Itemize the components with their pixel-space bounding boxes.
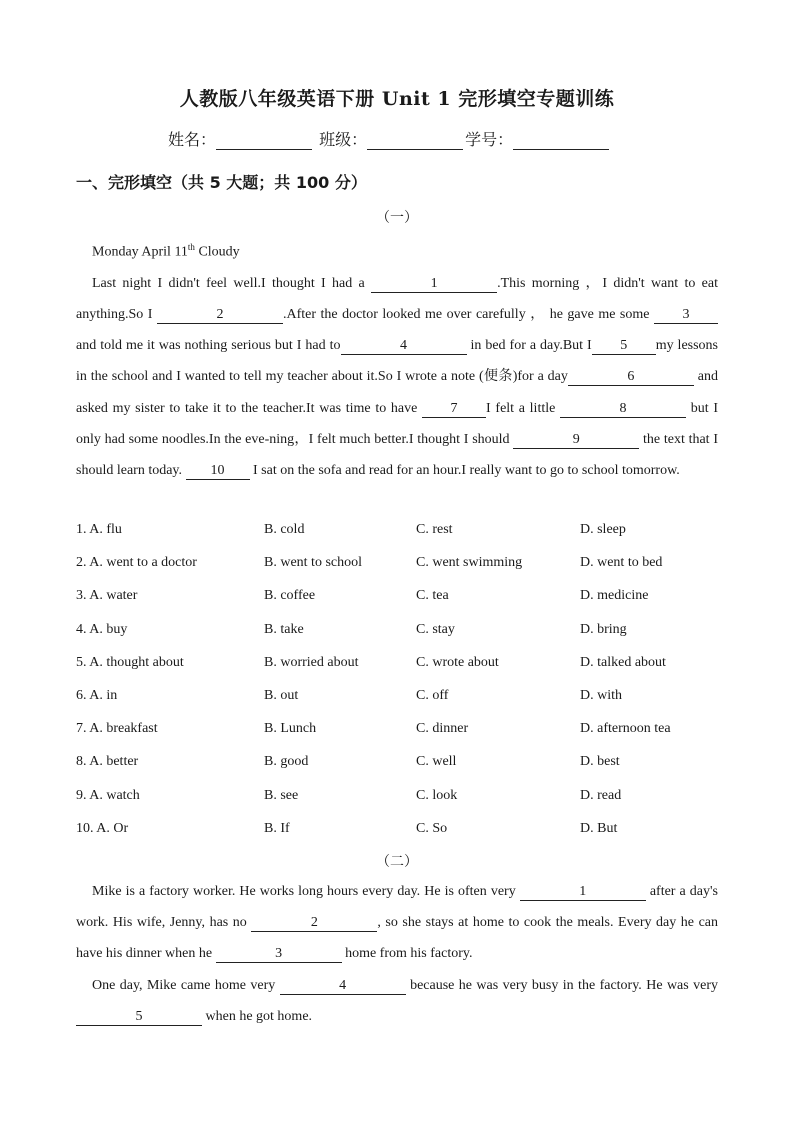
option-b[interactable]: B. worried about [264, 654, 359, 670]
blank-10[interactable]: 10 [186, 463, 250, 480]
class-label: 班级： [319, 130, 368, 149]
option-row [76, 780, 736, 813]
option-row [76, 614, 736, 647]
id-blank[interactable] [513, 131, 609, 150]
option-d[interactable]: D. read [580, 787, 622, 803]
option-row [76, 713, 736, 746]
option-row [76, 813, 736, 846]
blank-2-1[interactable]: 1 [520, 884, 646, 901]
student-info-line [168, 127, 611, 150]
passage-two [76, 876, 718, 1032]
option-d[interactable]: D. afternoon tea [580, 721, 671, 737]
option-c[interactable]: C. off [416, 687, 449, 703]
blank-4[interactable]: 4 [341, 338, 467, 355]
section-heading: 一、完形填空（共 5 大题；共 100 分） [76, 173, 367, 192]
option-a[interactable]: 6. A. in [76, 687, 118, 703]
option-row [76, 514, 736, 547]
class-blank[interactable] [367, 131, 463, 150]
option-row [76, 547, 736, 580]
passage-one-body: Last night I didn't feel well.I thought I had a 1 .This morning ，I didn't want to eat anything.So I 2 .After the doctor looked me over carefully ， he gave me some 3 and told me it was nothing serious but I had to 4 in bed for a day.But I 5 my lessons in the school and I wanted to tell my teacher about it.So I wrote a note (便条)for a day 6 and asked my sister to take it to the teacher.It was time to have 7 I felt a little 8 but I only had some noodles.In the eve-ning，I felt much better.I thought I should 9 the text that I should learn today. 10 I sat on the sofa and read for an hour.I really want to go to school tomorrow. [76, 275, 718, 479]
option-c[interactable]: C. So [416, 820, 448, 836]
page-title: 人教版八年级英语下册 Unit 1 完形填空专题训练 [179, 88, 615, 110]
option-a[interactable]: 7. A. breakfast [76, 721, 158, 737]
option-row [76, 680, 736, 713]
option-row [76, 580, 736, 613]
name-label: 姓名： [168, 130, 217, 149]
blank-9[interactable]: 9 [513, 432, 639, 449]
id-label: 学号： [465, 130, 514, 149]
blank-2-3[interactable]: 3 [216, 946, 342, 963]
option-a[interactable]: 2. A. went to a doctor [76, 555, 197, 571]
part-one-label: （一） [376, 210, 418, 226]
option-c[interactable]: C. tea [416, 588, 449, 604]
option-d[interactable]: D. went to bed [580, 555, 663, 571]
blank-2-4[interactable]: 4 [280, 978, 406, 995]
option-b[interactable]: B. take [264, 621, 304, 637]
passage-two-para-2: One day, Mike came home very 4 because he was very busy in the factory. He was very 5 when he got home. [76, 970, 718, 1032]
options-list [76, 514, 736, 846]
option-d[interactable]: D. bring [580, 621, 627, 637]
option-d[interactable]: D. medicine [580, 588, 649, 604]
option-d[interactable]: D. talked about [580, 654, 666, 670]
blank-7[interactable]: 7 [422, 401, 486, 418]
option-c[interactable]: C. wrote about [416, 654, 499, 670]
blank-6[interactable]: 6 [568, 369, 694, 386]
option-a[interactable]: 10. A. Or [76, 820, 129, 836]
name-blank[interactable] [216, 131, 312, 150]
option-row [76, 746, 736, 779]
option-c[interactable]: C. well [416, 754, 457, 770]
option-d[interactable]: D. with [580, 687, 622, 703]
option-b[interactable]: B. out [264, 687, 299, 703]
blank-2-5[interactable]: 5 [76, 1009, 202, 1026]
option-row [76, 647, 736, 680]
option-c[interactable]: C. rest [416, 522, 453, 537]
passage-one [76, 232, 718, 486]
option-c[interactable]: C. stay [416, 621, 455, 637]
option-c[interactable]: C. went swimming [416, 555, 523, 571]
blank-3[interactable]: 3 [654, 307, 718, 324]
blank-5[interactable]: 5 [592, 338, 656, 355]
option-b[interactable]: B. coffee [264, 588, 316, 604]
option-a[interactable]: 5. A. thought about [76, 654, 184, 670]
option-b[interactable]: B. went to school [264, 555, 362, 571]
option-d[interactable]: D. best [580, 754, 620, 770]
blank-2[interactable]: 2 [157, 307, 283, 324]
option-a[interactable]: 1. A. flu [76, 522, 122, 537]
option-c[interactable]: C. dinner [416, 721, 469, 737]
part-two-label: （二） [376, 854, 418, 870]
option-b[interactable]: B. good [264, 754, 309, 770]
option-b[interactable]: B. see [264, 787, 299, 803]
passage-one-date: Monday April 11th Cloudy [92, 242, 240, 260]
blank-1[interactable]: 1 [371, 276, 497, 293]
option-b[interactable]: B. Lunch [264, 721, 317, 737]
option-d[interactable]: D. sleep [580, 522, 626, 537]
option-a[interactable]: 3. A. water [76, 588, 138, 604]
option-b[interactable]: B. If [264, 820, 290, 836]
blank-2-2[interactable]: 2 [251, 915, 377, 932]
option-b[interactable]: B. cold [264, 522, 305, 537]
option-a[interactable]: 8. A. better [76, 754, 139, 770]
option-a[interactable]: 4. A. buy [76, 621, 128, 637]
option-d[interactable]: D. But [580, 820, 618, 836]
option-c[interactable]: C. look [416, 787, 458, 803]
passage-two-para-1: Mike is a factory worker. He works long hours every day. He is often very 1 after a day's work. His wife, Jenny, has no 2 , so she stays at home to cook the meals. Every day he can have his dinner when he 3 home from his factory. [76, 884, 719, 962]
blank-8[interactable]: 8 [560, 401, 686, 418]
option-a[interactable]: 9. A. watch [76, 787, 140, 803]
